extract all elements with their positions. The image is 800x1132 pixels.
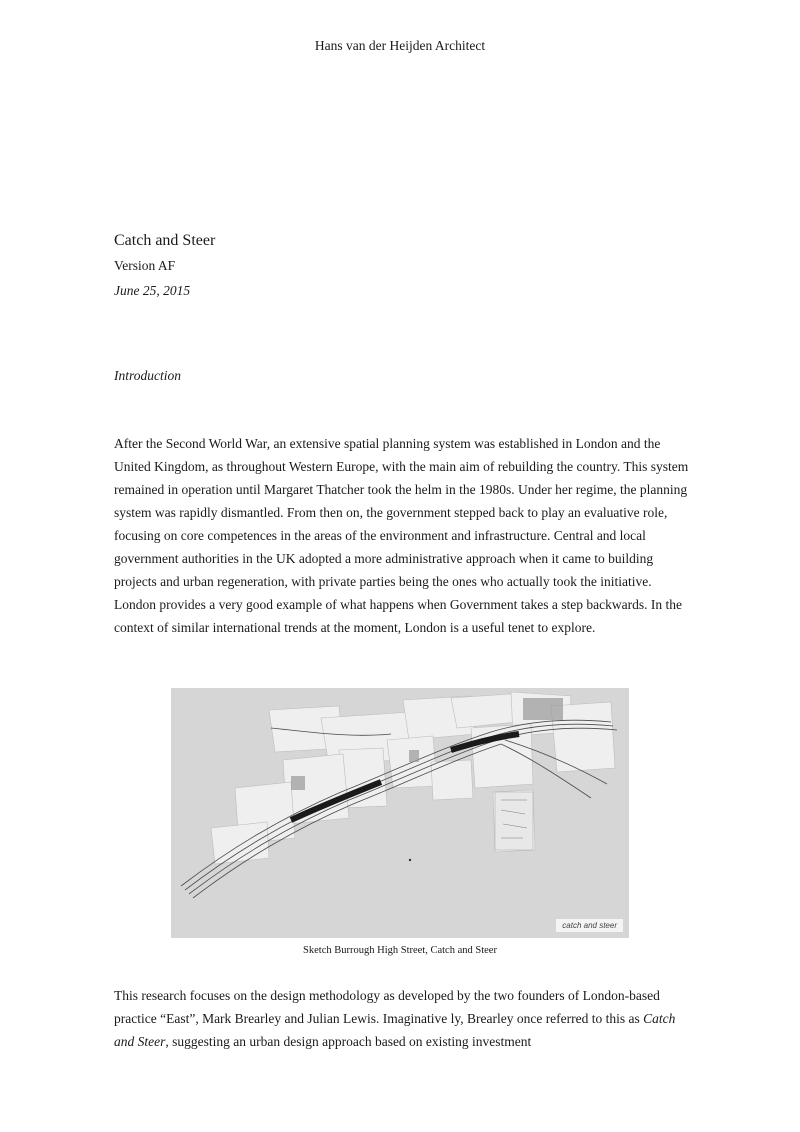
figure-caption: Sketch Burrough High Street, Catch and Steer	[303, 945, 497, 956]
document-header: Hans van der Heijden Architect	[314, 38, 486, 53]
research-paragraph-text-end: , suggesting an urban design approach based on existing investment	[165, 1034, 532, 1049]
sketch-drawing	[171, 688, 629, 938]
document-date: June 25, 2015	[114, 283, 191, 298]
sketch-photo	[171, 688, 629, 938]
section-heading: Introduction	[114, 368, 181, 383]
research-paragraph-emphasis: Catch and Steer	[114, 1011, 676, 1049]
document-version: Version AF	[114, 258, 176, 273]
research-paragraph-text: This research focuses on the design methodology as developed by the two founders of London-based practice “East”, Mark Brearley and Julian Lewis. Imaginative ly, Brearley once referred to this as	[114, 988, 660, 1026]
document-title: Catch and Steer	[114, 232, 216, 249]
intro-paragraph: After the Second World War, an extensive spatial planning system was established in London and the United Kingdom, as throughout Western Europe, with the main aim of rebuilding the country. This system remained in operation until Margaret Thatcher took the helm in the 1980s. Under her regime, the planning system was rapidly dismantled. From then on, the government stepped back to play an evaluative role, focusing on core competences in the areas of the environment and infrastructure. Central and local government authorities in the UK adopted a more administrative approach when it came to building projects and urban regeneration, with private parties being the ones who actually took the initiative. London provides a very good example of what happens when Government takes a step backwards. In the context of similar international trends at the moment, London is a useful tenet to explore.	[114, 436, 689, 635]
research-paragraph	[114, 984, 694, 1053]
photo-label: catch and steer	[556, 919, 623, 932]
